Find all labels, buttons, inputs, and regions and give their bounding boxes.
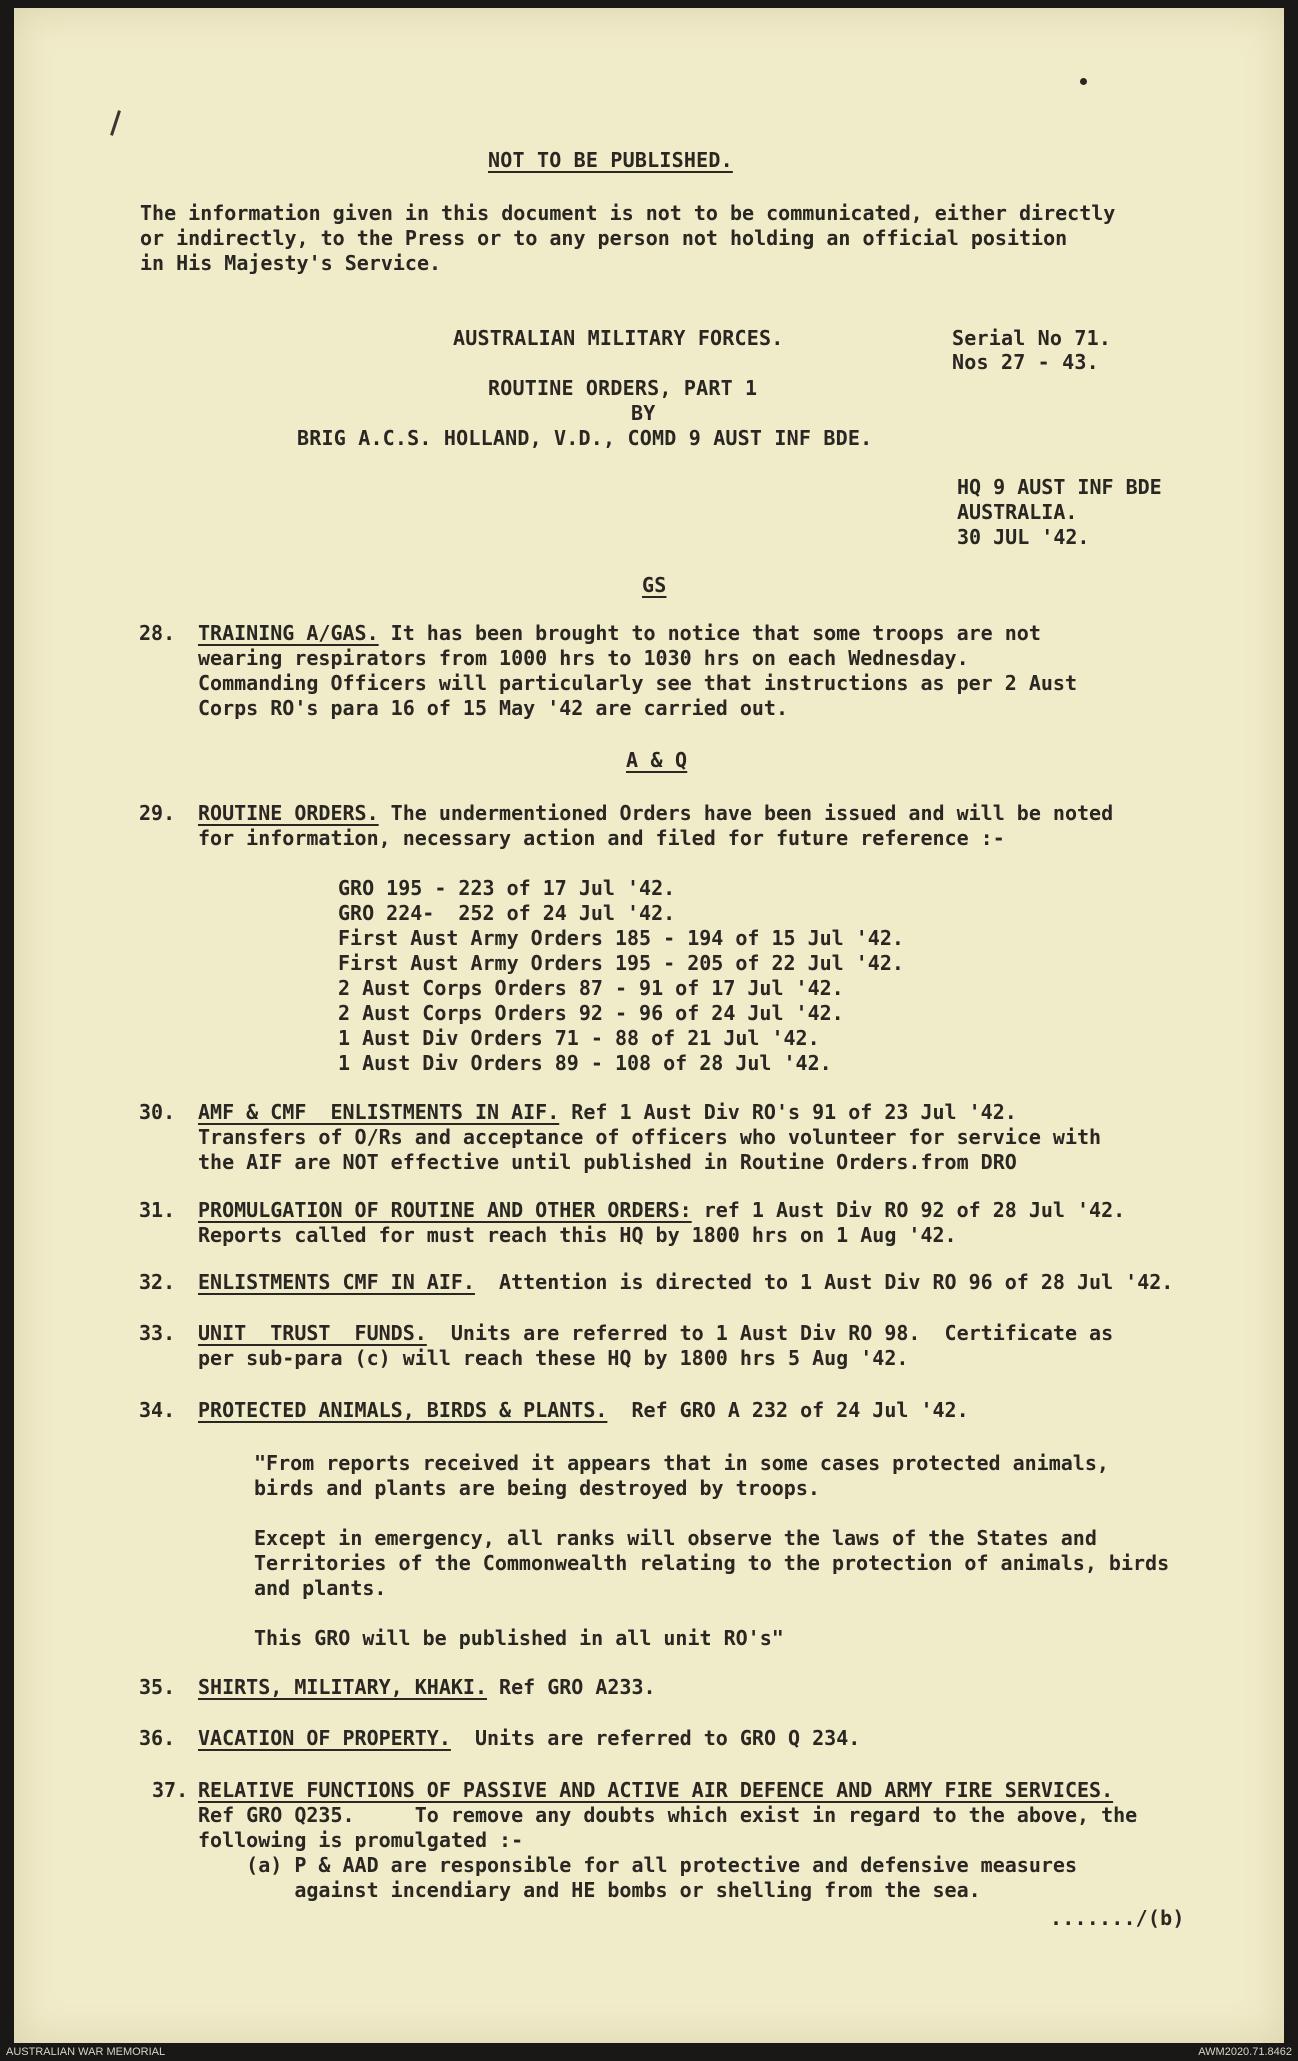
para-heading: VACATION OF PROPERTY. xyxy=(198,1726,451,1750)
list-item: GRO 224- 252 of 24 Jul '42. xyxy=(338,901,676,925)
document-title: AUSTRALIAN MILITARY FORCES. xyxy=(453,326,784,350)
para-line: Commanding Officers will particularly see that instructions as per 2 Aust xyxy=(198,671,1077,695)
para-first-line xyxy=(198,1321,1113,1346)
para-line: following is promulgated :- xyxy=(198,1828,524,1852)
para-heading: ENLISTMENTS CMF IN AIF. xyxy=(198,1270,475,1294)
quote-line: Except in emergency, all ranks will observe the laws of the States and xyxy=(254,1526,1097,1550)
list-item: 1 Aust Div Orders 71 - 88 of 21 Jul '42. xyxy=(338,1026,820,1050)
para-text: Units are referred to 1 Aust Div RO 98. Certificate as xyxy=(426,1321,1114,1345)
address-block xyxy=(957,475,1162,550)
para-text: ref 1 Aust Div RO 92 of 28 Jul '42. xyxy=(691,1198,1126,1222)
para-28 xyxy=(198,621,1077,721)
para-line: (a) P & AAD are responsible for all protective and defensive measures xyxy=(198,1853,1077,1877)
order-list xyxy=(338,876,904,1076)
not-to-be-published: NOT TO BE PUBLISHED. xyxy=(488,148,733,172)
para-37 xyxy=(198,1778,1137,1903)
para-line: against incendiary and HE bombs or shelling from the sea. xyxy=(198,1878,981,1902)
para-heading: SHIRTS, MILITARY, KHAKI. xyxy=(198,1675,487,1699)
disclaimer-line: in His Majesty's Service. xyxy=(140,251,442,275)
para-line: wearing respirators from 1000 hrs to 1030 hrs on each Wednesday. xyxy=(198,646,969,670)
para-heading: RELATIVE FUNCTIONS OF PASSIVE AND ACTIVE AIR DEFENCE AND ARMY FIRE SERVICES. xyxy=(198,1778,1114,1802)
quote-line xyxy=(254,1601,1169,1626)
para-line: for information, necessary action and filed for future reference :- xyxy=(198,826,1005,850)
quote-line: and plants. xyxy=(254,1576,387,1600)
para-29 xyxy=(198,801,1113,851)
order-numbers: Nos 27 - 43. xyxy=(952,350,1099,374)
para-first-line xyxy=(198,1398,969,1423)
document-page xyxy=(14,8,1284,2043)
para-text: Ref GRO A233. xyxy=(486,1675,656,1699)
serial-number: Serial No 71. xyxy=(952,326,1112,350)
disclaimer-line: The information given in this document is not to be communicated, either directly xyxy=(140,201,1116,225)
pen-mark xyxy=(110,110,121,136)
para-heading: PROMULGATION OF ROUTINE AND OTHER ORDERS: xyxy=(198,1198,692,1222)
para-first-line xyxy=(198,1270,1173,1295)
continuation-marker: ......./(b) xyxy=(1050,1906,1185,1930)
quote-line: This GRO will be published in all unit RO's" xyxy=(254,1626,784,1650)
para-35 xyxy=(198,1675,656,1700)
quote-line xyxy=(254,1501,1169,1526)
para-first-line xyxy=(198,1675,656,1700)
list-item: 2 Aust Corps Orders 87 - 91 of 17 Jul '42. xyxy=(338,976,844,1000)
list-item: First Aust Army Orders 195 - 205 of 22 Jul '42. xyxy=(338,951,904,975)
para-first-line xyxy=(198,801,1113,826)
para-number: 33. xyxy=(139,1321,176,1345)
para-number: 32. xyxy=(139,1270,176,1294)
quote-line: Territories of the Commonwealth relating to the protection of animals, birds xyxy=(254,1551,1170,1575)
para-line: Ref GRO Q235. To remove any doubts which exist in regard to the above, the xyxy=(198,1803,1138,1827)
by-line: BY xyxy=(631,401,656,425)
dot-mark xyxy=(1080,78,1087,85)
para-heading: ROUTINE ORDERS. xyxy=(198,801,379,825)
address-line: AUSTRALIA. xyxy=(957,500,1078,524)
para-text: Ref 1 Aust Div RO's 91 of 23 Jul '42. xyxy=(559,1100,1017,1124)
para-number: 35. xyxy=(139,1675,176,1699)
issuer: BRIG A.C.S. HOLLAND, V.D., COMD 9 AUST INF BDE. xyxy=(297,426,873,450)
archive-name: AUSTRALIAN WAR MEMORIAL xyxy=(6,2046,166,2058)
para-line: Corps RO's para 16 of 15 May '42 are carried out. xyxy=(198,696,789,720)
para-heading: AMF & CMF ENLISTMENTS IN AIF. xyxy=(198,1100,560,1124)
para-heading: UNIT TRUST FUNDS. xyxy=(198,1321,427,1345)
list-item: First Aust Army Orders 185 - 194 of 15 Jul '42. xyxy=(338,926,904,950)
para-text: It has been brought to notice that some troops are not xyxy=(378,621,1041,645)
para-text: Ref GRO A 232 of 24 Jul '42. xyxy=(607,1398,969,1422)
para-number: 36. xyxy=(139,1726,176,1750)
para-33 xyxy=(198,1321,1113,1371)
para-number: 34. xyxy=(139,1398,176,1422)
para-number: 28. xyxy=(139,621,176,645)
para-line: per sub-para (c) will reach these HQ by 1800 hrs 5 Aug '42. xyxy=(198,1346,909,1370)
para-first-line xyxy=(198,621,1077,646)
para-first-line xyxy=(198,1726,860,1751)
list-item: GRO 195 - 223 of 17 Jul '42. xyxy=(338,876,676,900)
para-number: 37. xyxy=(152,1778,189,1802)
address-line: HQ 9 AUST INF BDE xyxy=(957,475,1162,499)
para-30 xyxy=(198,1100,1101,1175)
para-number: 30. xyxy=(139,1100,176,1124)
para-line: Reports called for must reach this HQ by 1800 hrs on 1 Aug '42. xyxy=(198,1223,957,1247)
para-number: 29. xyxy=(139,801,176,825)
para-31 xyxy=(198,1198,1125,1248)
disclaimer xyxy=(140,201,1115,276)
para-36 xyxy=(198,1726,860,1751)
para-line: Transfers of O/Rs and acceptance of officers who volunteer for service with xyxy=(198,1125,1102,1149)
disclaimer-line: or indirectly, to the Press or to any person not holding an official position xyxy=(140,226,1068,250)
para-first-line xyxy=(198,1198,1125,1223)
quote-line: birds and plants are being destroyed by troops. xyxy=(254,1476,820,1500)
para-first-line xyxy=(198,1778,1137,1803)
para-34 xyxy=(198,1398,969,1423)
para-32 xyxy=(198,1270,1173,1295)
para-first-line xyxy=(198,1100,1101,1125)
para-text xyxy=(1113,1778,1125,1802)
section-heading-aq: A & Q xyxy=(626,748,688,772)
quote-line: "From reports received it appears that in some cases protected animals, xyxy=(254,1451,1109,1475)
para-text: Units are referred to GRO Q 234. xyxy=(450,1726,861,1750)
para-number: 31. xyxy=(139,1198,176,1222)
gro-quote xyxy=(254,1451,1169,1651)
section-heading-gs: GS xyxy=(642,573,667,597)
para-text: Attention is directed to 1 Aust Div RO 96 of 28 Jul '42. xyxy=(474,1270,1174,1294)
archive-footer xyxy=(0,2043,1298,2061)
para-heading: PROTECTED ANIMALS, BIRDS & PLANTS. xyxy=(198,1398,608,1422)
archive-reference: AWM2020.71.8462 xyxy=(1198,2046,1292,2058)
para-heading: TRAINING A/GAS. xyxy=(198,621,379,645)
document-subtitle: ROUTINE ORDERS, PART 1 xyxy=(488,376,758,400)
address-line: 30 JUL '42. xyxy=(957,525,1090,549)
para-text: The undermentioned Orders have been issued and will be noted xyxy=(378,801,1114,825)
list-item: 1 Aust Div Orders 89 - 108 of 28 Jul '42. xyxy=(338,1051,832,1075)
para-line: the AIF are NOT effective until published in Routine Orders.from DRO xyxy=(198,1150,1017,1174)
list-item: 2 Aust Corps Orders 92 - 96 of 24 Jul '42. xyxy=(338,1001,844,1025)
